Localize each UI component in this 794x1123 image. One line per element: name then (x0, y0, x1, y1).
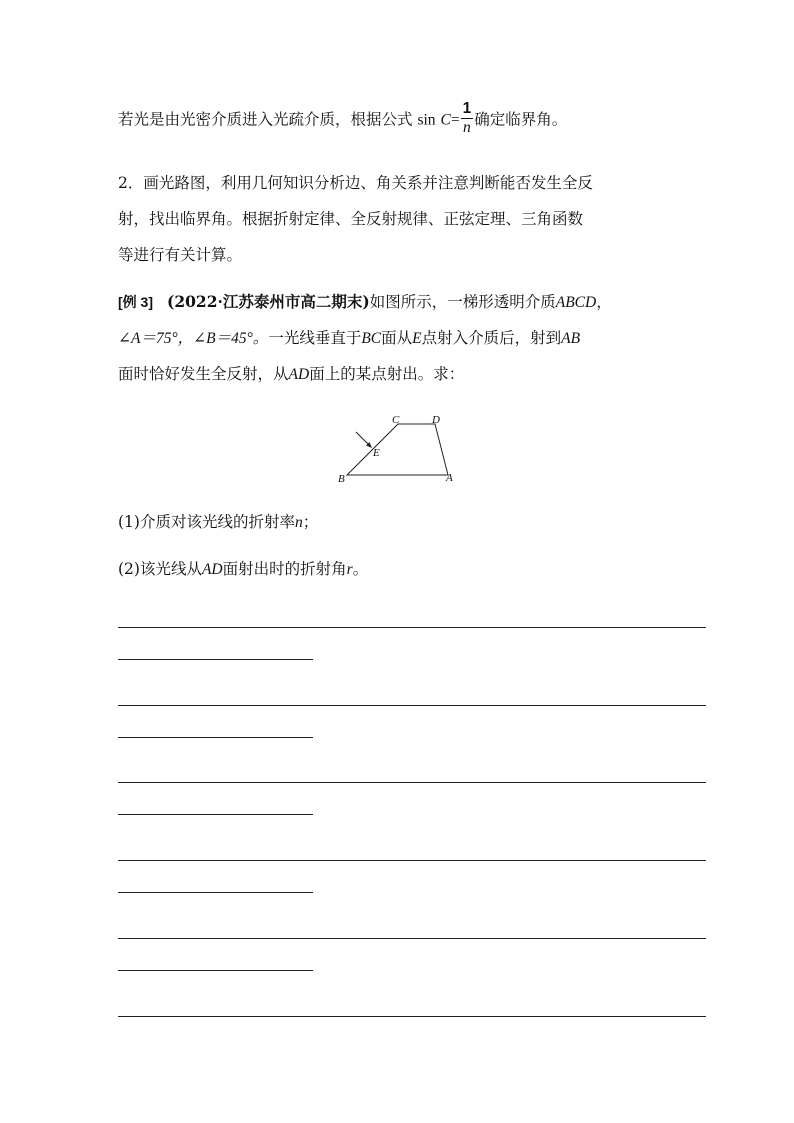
formula-numerator: 1 (462, 100, 472, 117)
question-2 (118, 558, 368, 581)
q2-prefix: (2)该光线从 (118, 560, 202, 578)
example-source: (2022·江苏泰州市高二期末) (167, 292, 370, 311)
trapezoid-figure (330, 408, 470, 492)
formula-eq: = (450, 111, 460, 129)
q2-mid: 面射出时的折射角 (222, 560, 347, 578)
point2-line3: 等进行有关计算。 (118, 246, 243, 264)
q2-ad: AD (201, 561, 223, 578)
intro-text: 若光是由光密介质进入光疏介质，根据公式 (118, 110, 413, 129)
example-line1-rest: 如图所示，一梯形透明介质 (369, 293, 556, 311)
example-line2-rest: 一光线垂直于 (268, 329, 362, 347)
example-line3-b: 面上的某点射出。求： (309, 365, 465, 383)
formula-C: C (440, 111, 451, 129)
example-e: E (412, 330, 422, 347)
label-E: E (373, 447, 380, 459)
example-line3 (118, 363, 464, 386)
example-bc: BC (361, 330, 382, 347)
formula-fraction (461, 100, 474, 137)
q2-suffix: 。 (352, 560, 369, 578)
answer-line-short[interactable] (118, 814, 313, 815)
answer-line-short[interactable] (118, 892, 313, 893)
answer-line-short[interactable] (118, 970, 313, 971)
label-B: B (338, 473, 345, 485)
point2-line2: 射，找出临界角。根据折射定律、全反射规律、正弦定理、三角函数 (118, 210, 584, 228)
example-line3-a: 面时恰好发生全反射，从 (118, 365, 289, 383)
question-1 (118, 511, 318, 534)
q1-suffix: ； (302, 513, 319, 531)
example-angles: ∠A＝75°，∠B＝45°。 (118, 330, 269, 347)
example-tag: [例 3] (118, 294, 153, 310)
q1-var: n (294, 514, 303, 531)
answer-line-long[interactable] (118, 705, 706, 706)
point2-line1: 2．画光路图，利用几何知识分析边、角关系并注意判断能否发生全反 (118, 174, 593, 192)
q1-prefix: (1)介质对该光线的折射率 (118, 513, 295, 531)
example-line2 (118, 327, 580, 350)
label-A: A (446, 472, 453, 484)
label-D: D (432, 414, 440, 426)
example-ad: AD (288, 366, 310, 383)
example-abcd: ABCD (555, 294, 597, 311)
example-ab: AB (561, 330, 581, 347)
example-line1 (118, 291, 612, 314)
answer-line-long[interactable] (118, 627, 706, 628)
intro-line (118, 102, 567, 139)
answer-line-long[interactable] (118, 1016, 706, 1017)
trapezoid-svg (330, 408, 470, 488)
example-line2-rest2: 面从 (381, 329, 413, 347)
formula-denominator: n (463, 119, 471, 136)
example-line2-rest3: 点射入介质后，射到 (421, 329, 562, 347)
trapezoid-shape (347, 424, 448, 475)
answer-line-long[interactable] (118, 782, 706, 783)
formula-sin: sin (417, 111, 436, 129)
answer-line-long[interactable] (118, 860, 706, 861)
answer-line-long[interactable] (118, 938, 706, 939)
q2-var: r (346, 561, 353, 578)
example-line1-end: ， (596, 293, 612, 311)
answer-line-short[interactable] (118, 737, 313, 738)
label-C: C (392, 414, 400, 426)
intro-tail: 确定临界角。 (474, 110, 568, 129)
answer-line-short[interactable] (118, 659, 313, 660)
